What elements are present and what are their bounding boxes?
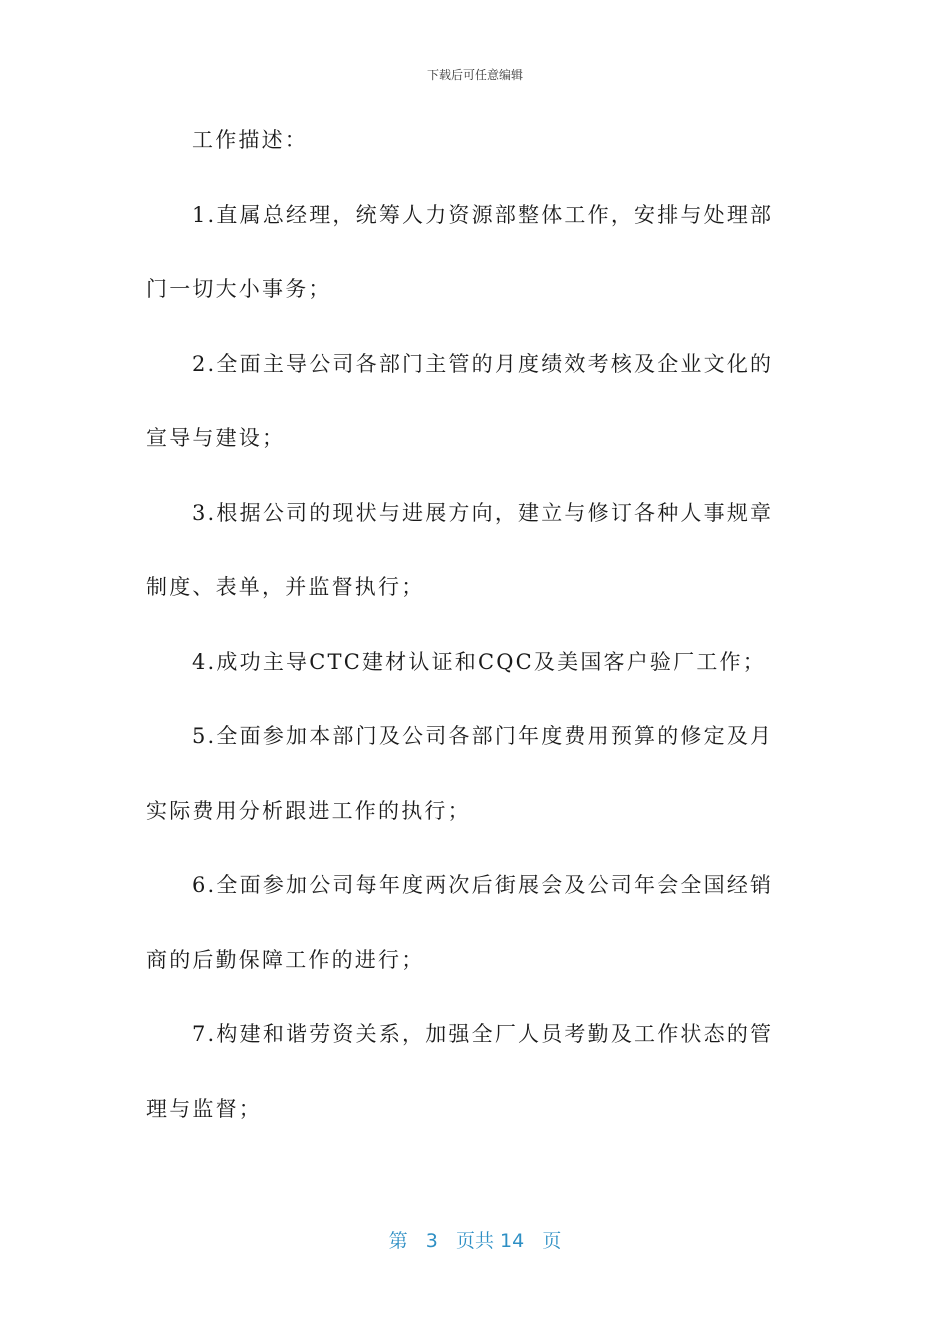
item-7-line-2: 理与监督； [146, 1096, 262, 1121]
item-3-line-2: 制度、表单，并监督执行； [146, 575, 425, 599]
item-1-line-2: 门一切大小事务； [146, 277, 332, 301]
item-6-line-2: 商的后勤保障工作的进行； [146, 947, 425, 972]
document-body [146, 122, 796, 1165]
page-total: 14 [500, 1230, 525, 1252]
item-7-line-1: 7.构建和谐劳资关系，加强全厂人员考勤及工作状态的管 [192, 1022, 774, 1046]
item-2-line-2: 宣导与建设； [146, 426, 286, 450]
item-4-line-1: 4.成功主导CTC建材认证和CQC及美国客户验厂工作； [192, 649, 766, 674]
item-1-line-1: 1.直属总经理，统筹人力资源部整体工作，安排与处理部 [192, 202, 774, 227]
page-footer [0, 1226, 950, 1253]
item-2-line-1: 2.全面主导公司各部门主管的月度绩效考核及企业文化的 [192, 351, 774, 376]
page-current: 3 [425, 1230, 438, 1252]
page-mid: 页共 [455, 1230, 494, 1252]
page-prefix: 第 [388, 1230, 408, 1252]
section-heading: 工作描述： [192, 128, 308, 152]
page-suffix: 页 [542, 1230, 562, 1252]
item-3-line-1: 3.根据公司的现状与进展方向，建立与修订各种人事规章 [192, 500, 774, 525]
item-5-line-1: 5.全面参加本部门及公司各部门年度费用预算的修定及月 [192, 724, 774, 748]
item-5-line-2: 实际费用分析跟进工作的执行； [146, 798, 471, 823]
item-6-line-1: 6.全面参加公司每年度两次后街展会及公司年会全国经销 [192, 873, 774, 897]
page-header-note: 下载后可任意编辑 [426, 68, 523, 82]
